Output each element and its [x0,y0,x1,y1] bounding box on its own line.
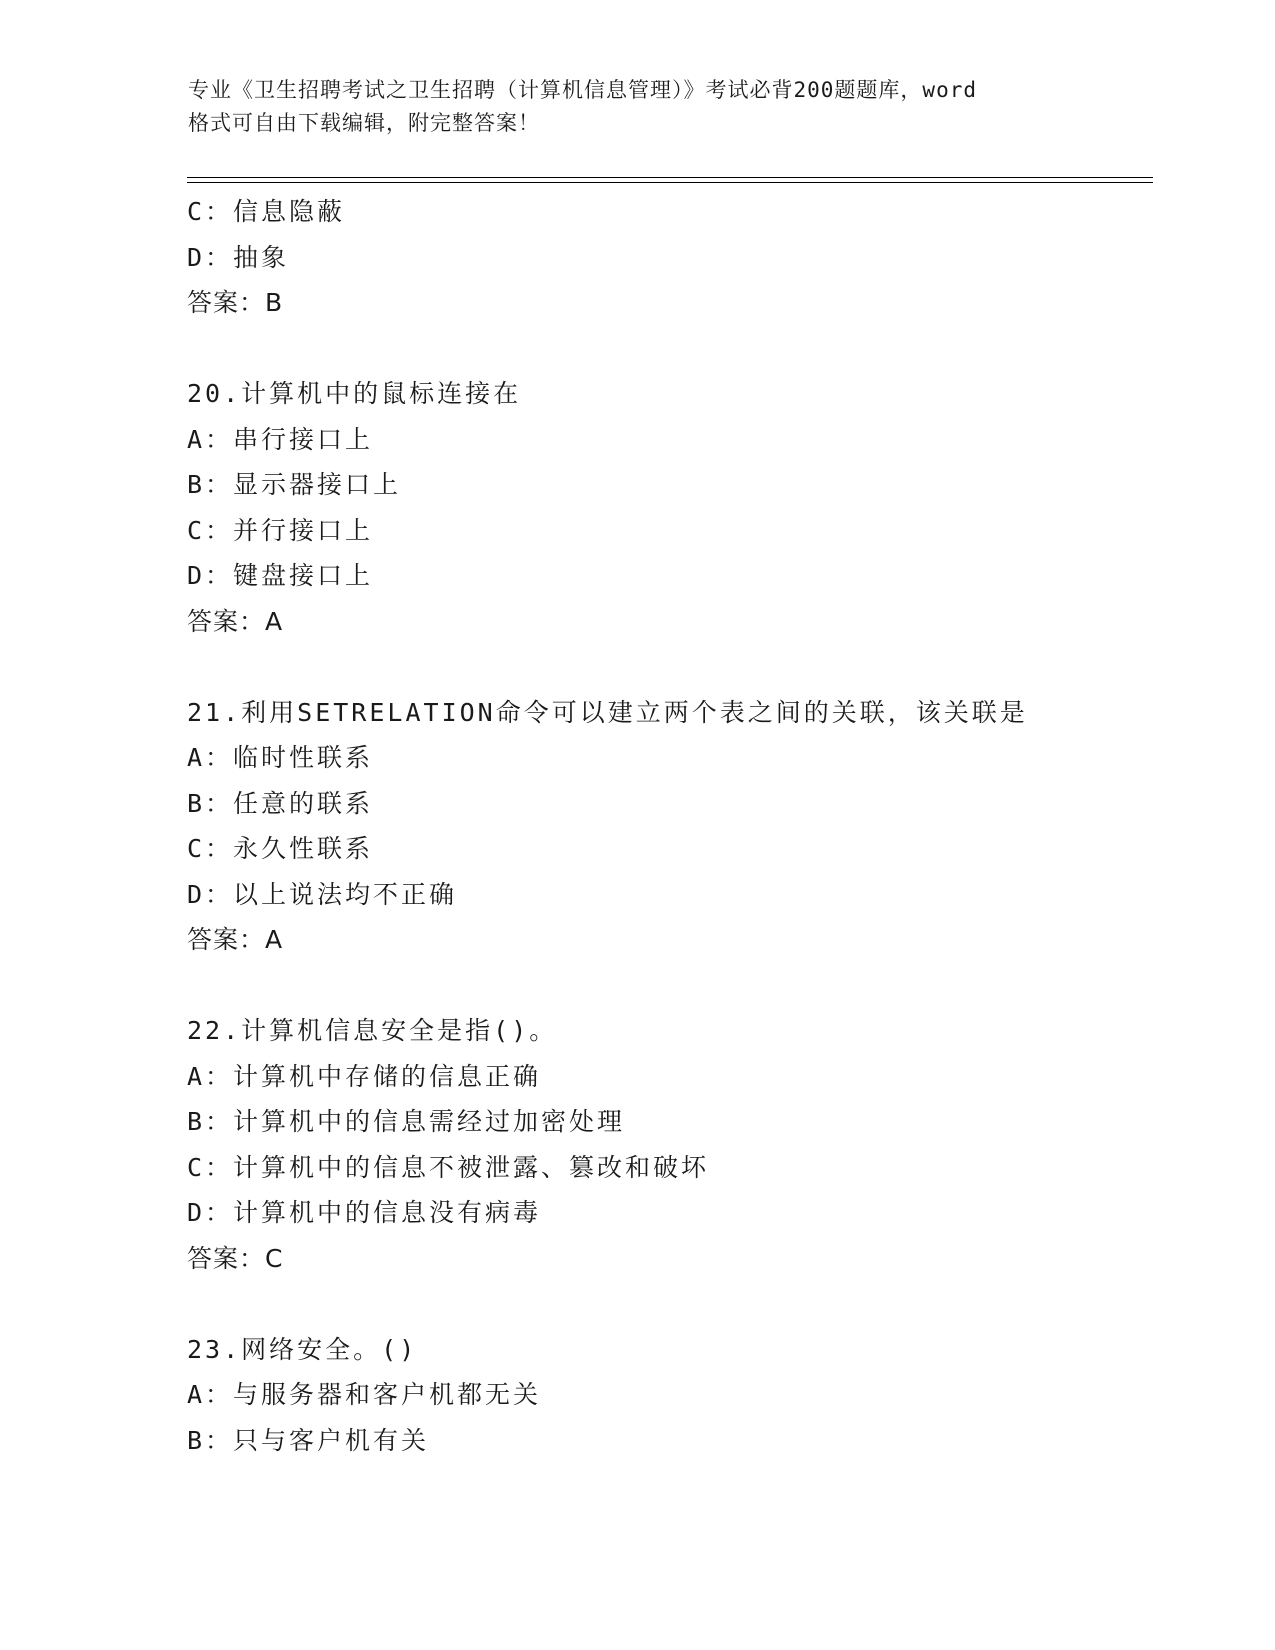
answer-line: 答案：A [187,606,284,636]
option-b: B：任意的联系 [187,788,374,818]
option-b: B：只与客户机有关 [187,1425,430,1455]
question-text: 23.网络安全。() [187,1334,418,1364]
spacer [187,326,1147,372]
answer-line: 答案：A [187,925,284,954]
option-a: A：临时性联系 [187,743,374,772]
question-block-21 [187,690,1147,963]
spacer [187,644,1147,690]
spacer [187,963,1147,1009]
option-c: C：信息隐蔽 [187,197,346,226]
answer-line: 答案：B [187,288,284,317]
option-a: A：与服务器和客户机都无关 [187,1380,542,1409]
header-divider-top [187,177,1153,178]
option-b: B：计算机中的信息需经过加密处理 [187,1107,626,1136]
option-d: D：键盘接口上 [187,561,374,590]
option-c: C：并行接口上 [187,515,374,545]
question-text: 20.计算机中的鼠标连接在 [187,379,522,408]
header-line-2: 格式可自由下载编辑，附完整答案！ [188,111,540,135]
option-c: C：永久性联系 [187,834,374,863]
option-c: C：计算机中的信息不被泄露、篡改和破坏 [187,1152,710,1182]
option-b: B：显示器接口上 [187,470,402,499]
answer-line: 答案：C [187,1243,284,1273]
question-list [187,189,1147,1463]
question-block-prev [187,189,1147,326]
document-header [188,74,1088,140]
header-divider-bottom [187,182,1153,183]
option-d: D：抽象 [187,242,290,272]
option-a: A：串行接口上 [187,424,374,454]
option-d: D：以上说法均不正确 [187,879,458,909]
question-block-20 [187,371,1147,644]
header-line-1: 专业《卫生招聘考试之卫生招聘（计算机信息管理）》考试必背200题题库，word [188,78,977,102]
question-block-22 [187,1008,1147,1281]
option-a: A：计算机中存储的信息正确 [187,1061,542,1091]
question-block-23 [187,1327,1147,1464]
question-text: 21.利用SETRELATION命令可以建立两个表之间的关联，该关联是 [187,697,1028,727]
option-d: D：计算机中的信息没有病毒 [187,1198,542,1227]
question-text: 22.计算机信息安全是指()。 [187,1016,558,1045]
spacer [187,1281,1147,1327]
